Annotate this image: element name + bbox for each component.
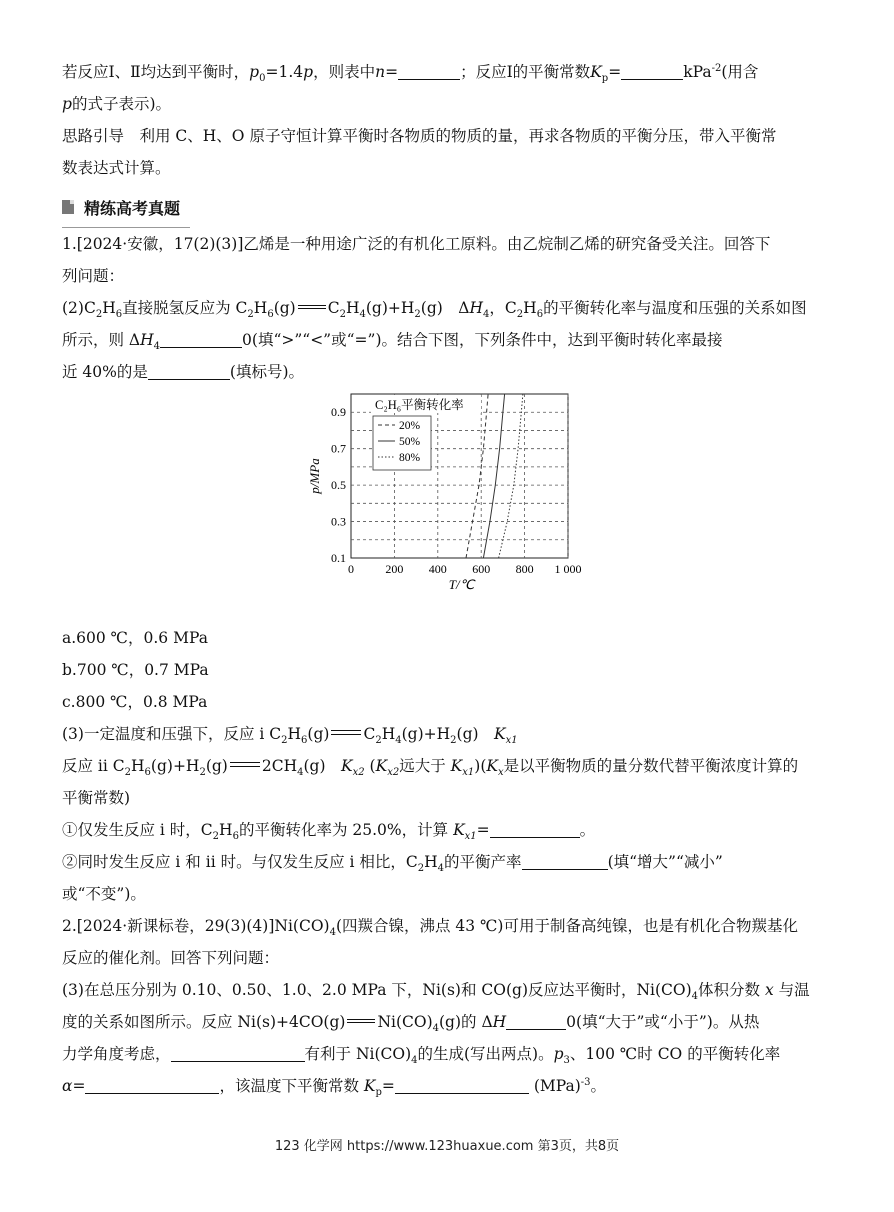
answer-blank[interactable] [160, 329, 242, 348]
q2-line-5: 力学角度考虑， 有利于 $Ni(CO)_4$的生成(写出两点)。$p_3$、100 ℃时 CO 的平衡转化率 [62, 1045, 781, 1067]
q1-line-10: ②同时发生反应 i 和 ii 时。与仅发生反应 i 相比，$C_2H_4$的平衡产率 (填“增大”“减小” [62, 853, 723, 875]
legend-label: 80% [399, 452, 421, 464]
x-axis-label: T/℃ [448, 577, 475, 592]
x-tick-label: 800 [515, 562, 534, 576]
q1-line-8: 平衡常数) [62, 789, 131, 807]
intro-line-3: 思路引导 利用 C、H、O 原子守恒计算平衡时各物质的物质的量，再求各物质的平衡分压，带入平衡常 [62, 127, 777, 145]
legend-label: 20% [399, 420, 421, 432]
q1-line-2: 列问题： [62, 267, 125, 285]
answer-blank[interactable] [395, 1075, 529, 1094]
document-page [62, 56, 832, 1102]
q1-line-5: 近 40%的是 (填标号)。 [62, 363, 304, 381]
q1-line-1: 1.[2024·安徽，17(2)(3)]乙烯是一种用途广泛的有机化工原料。由乙烷制乙烯的研究备受关注。回答下 [62, 235, 771, 253]
reversible-arrow [331, 729, 361, 737]
page-footer: 123 化学网 https://www.123huaxue.com 第3页，共8页 [274, 1139, 620, 1154]
q2-line-2: 反应的催化剂。回答下列问题： [62, 949, 280, 967]
option-c: c.800 ℃，0.8 MPa [62, 693, 208, 711]
x-tick-label: 200 [385, 562, 404, 576]
intro-line-2: p的式子表示)。 [62, 95, 171, 113]
answer-blank[interactable] [85, 1075, 219, 1094]
q1-line-11: 或“不变”)。 [62, 885, 146, 903]
q1-line-7: 反应 ii $C_2H_6(g)+H_2(g)$ $2CH_4(g)$ $K_{x2}$ ($K_{x2}$远大于 $K_{x1})(K_x$是以平衡物质的量分数代替平衡浓度计算的 [62, 757, 799, 779]
y-axis-label: p/MPa [307, 458, 322, 494]
q2-line-1: 2.[2024·新课标卷，$29(3)(4)]Ni(CO)_4$(四羰合镍，沸点 43 ℃)可用于制备高纯镍，也是有机化合物羰基化 [62, 917, 798, 939]
option-b: b.700 ℃，0.7 MPa [62, 661, 209, 679]
x-tick-label: 600 [472, 562, 491, 576]
y-tick-label: 0.1 [331, 551, 346, 565]
q1-line-6: (3)一定温度和压强下，反应 i $C_2H_6(g)$ $C_2H_4(g)+H_2(g)$ $K_{x1}$ [62, 725, 518, 747]
document-icon [62, 200, 74, 214]
y-tick-label: 0.5 [331, 478, 346, 493]
intro-line-4: 数表达式计算。 [62, 159, 171, 177]
x-tick-label: 0 [348, 562, 354, 576]
section-heading [62, 192, 832, 228]
q1-line-9: ①仅发生反应 i 时，$C_2H_6$的平衡转化率为 25.0%，计算 $K_{x1}=$ 。 [62, 821, 596, 843]
answer-blank[interactable] [148, 361, 230, 380]
x-tick-label: 1 000 [554, 562, 582, 576]
section-title: 精练高考真题 [84, 198, 181, 218]
reversible-arrow [230, 761, 260, 769]
intro-line-1: 若反应Ⅰ、Ⅱ均达到平衡时，$p_0=1.4p$，则表中n= ；反应Ⅰ的平衡常数$K_p= kPa^{-2}$(用含 [62, 62, 759, 85]
q2-line-6: α= ，该温度下平衡常数 $K_p= (MPa)^{-3}$。 [62, 1076, 607, 1099]
equals-sign [298, 305, 326, 309]
answer-blank[interactable] [522, 851, 608, 870]
answer-blank[interactable] [398, 61, 460, 80]
y-tick-label: 0.9 [331, 405, 346, 420]
x-tick-label: 400 [428, 562, 447, 576]
equals-sign [347, 1019, 375, 1023]
chart-title: C₂H₆平衡转化率 [375, 398, 464, 412]
y-tick-label: 0.3 [331, 514, 346, 529]
legend-label: 50% [399, 436, 421, 448]
option-a: a.600 ℃，0.6 MPa [62, 629, 208, 647]
conversion-chart [62, 388, 832, 622]
q1-line-3: $(2)C_2H_6$直接脱氢反应为 $C_2H_6(g)$ $C_2H_4(g)+H_2(g)$ $\Delta H_4$，$C_2H_6$的平衡转化率与温度和压强的关系如图 [62, 299, 807, 321]
chart-container [62, 388, 832, 622]
q2-line-4: 度的关系如图所示。反应 Ni(s)+4CO(g) $Ni(CO)_4(g)$的 ΔH 0(填“大于”或“小于”)。从热 [62, 1013, 760, 1035]
y-tick-label: 0.7 [331, 441, 346, 456]
answer-blank[interactable] [506, 1011, 566, 1030]
answer-blank[interactable] [171, 1043, 305, 1062]
answer-blank[interactable] [621, 61, 683, 80]
q2-line-3: (3)在总压分别为 0.10、0.50、1.0、2.0 MPa 下，Ni(s)和 CO(g)反应达平衡时，$Ni(CO)_4$体积分数 x 与温 [62, 981, 810, 1003]
answer-blank[interactable] [490, 819, 580, 838]
q1-line-4: 所示，则 $\Delta H_4$ 0(填“>”“<”或“=”)。结合下图，下列条件中，达到平衡时转化率最接 [62, 331, 723, 353]
